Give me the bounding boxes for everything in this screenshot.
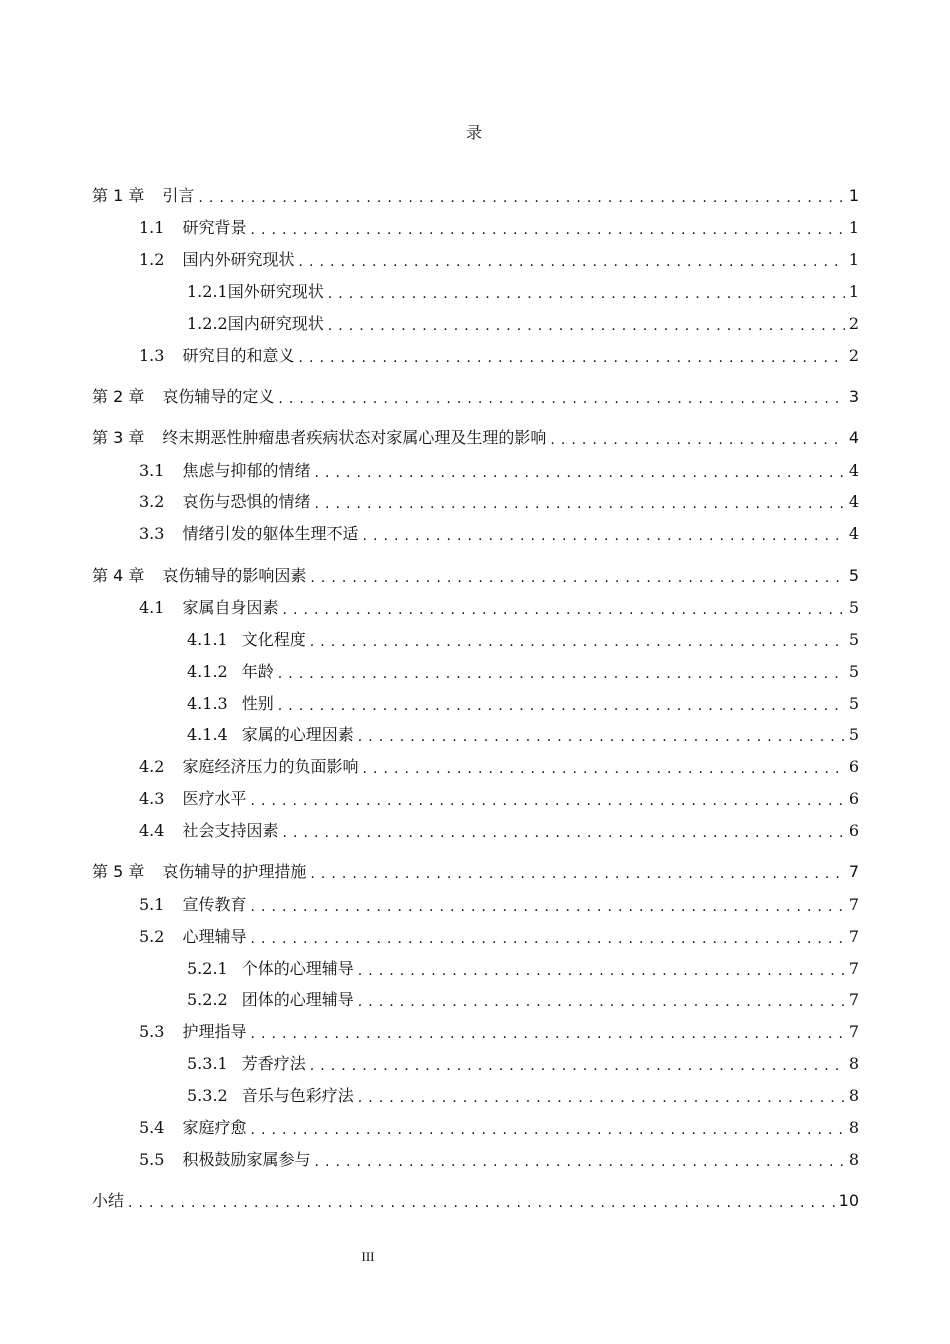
dot-leader — [250, 790, 844, 808]
dot-leader — [362, 525, 844, 543]
dot-leader — [310, 567, 844, 585]
toc-entry-label: 医疗水平 — [182, 789, 247, 808]
toc-entry-page-number: 1 — [848, 218, 859, 237]
toc-entry-label: 研究背景 — [182, 218, 247, 237]
toc-entry-number: 5.2.2 — [187, 990, 228, 1009]
toc-entry-page-number: 2 — [848, 314, 859, 333]
dot-leader — [128, 1192, 835, 1210]
toc-entry[interactable] — [187, 1051, 859, 1075]
dot-leader — [362, 758, 844, 776]
dot-leader — [310, 863, 844, 881]
toc-entry[interactable] — [139, 818, 859, 842]
dot-leader — [314, 462, 844, 480]
toc-entry-label: 年龄 — [241, 662, 274, 681]
toc-entry[interactable] — [139, 247, 859, 271]
toc-entry-number: 1.3 — [139, 346, 165, 365]
toc-entry-label: 研究目的和意义 — [182, 346, 295, 365]
toc-entry-label: 家庭经济压力的负面影响 — [182, 757, 359, 776]
dot-leader — [358, 1087, 845, 1105]
toc-entry-label: 国外研究现状 — [227, 282, 324, 301]
dot-leader — [314, 1151, 844, 1169]
toc-entry-number: 4.4 — [139, 821, 165, 840]
toc-entry[interactable] — [92, 1188, 859, 1212]
toc-entry-number: 1.2 — [139, 250, 165, 269]
toc-entry-label: 小结 — [92, 1191, 125, 1210]
toc-entry-number: 4.1.4 — [187, 725, 228, 744]
toc-entry[interactable] — [187, 659, 859, 683]
toc-entry[interactable] — [187, 722, 859, 746]
toc-entry[interactable] — [187, 987, 859, 1011]
toc-entry-page-number: 5 — [848, 662, 859, 681]
toc-entry-label: 芳香疗法 — [241, 1054, 306, 1073]
toc-entry-label: 哀伤辅导的影响因素 — [162, 566, 307, 585]
toc-entry[interactable] — [92, 563, 859, 587]
toc-entry-page-number: 6 — [848, 757, 859, 776]
dot-leader — [250, 896, 844, 914]
toc-entry-label: 哀伤辅导的护理措施 — [162, 862, 307, 881]
toc-entry-page-number: 5 — [848, 694, 859, 713]
toc-entry-page-number: 7 — [848, 927, 859, 946]
toc-entry-number: 1.2.1 — [187, 282, 228, 301]
toc-entry-label: 引言 — [162, 186, 195, 205]
toc-entry-page-number: 5 — [848, 566, 859, 585]
toc-entry[interactable] — [187, 627, 859, 651]
toc-entry-page-number: 7 — [848, 990, 859, 1009]
dot-leader — [358, 726, 845, 744]
toc-entry-number: 5.3.2 — [187, 1086, 228, 1105]
toc-entry-number: 4.1 — [139, 598, 165, 617]
dot-leader — [278, 695, 845, 713]
toc-entry-page-number: 4 — [848, 492, 859, 511]
toc-entry[interactable] — [92, 384, 859, 408]
toc-entry[interactable] — [187, 1083, 859, 1107]
toc-entry-page-number: 8 — [848, 1054, 859, 1073]
dot-leader — [298, 251, 844, 269]
toc-entry-label: 家属的心理因素 — [241, 725, 354, 744]
dot-leader — [250, 1023, 844, 1041]
toc-entry-label: 国内研究现状 — [227, 314, 324, 333]
toc-entry-number: 3.3 — [139, 524, 165, 543]
toc-entry[interactable] — [187, 956, 859, 980]
toc-entry-label: 护理指导 — [182, 1022, 247, 1041]
toc-entry-label: 哀伤与恐惧的情绪 — [182, 492, 311, 511]
dot-leader — [278, 663, 845, 681]
toc-entry[interactable] — [187, 279, 859, 303]
toc-entry-number: 5.4 — [139, 1118, 165, 1137]
toc-entry-label: 终末期恶性肿瘤患者疾病状态对家属心理及生理的影响 — [162, 428, 547, 447]
toc-entry-page-number: 1 — [848, 282, 859, 301]
toc-entry-page-number: 10 — [838, 1191, 859, 1210]
toc-entry-label: 家属自身因素 — [182, 598, 279, 617]
toc-entry[interactable] — [139, 1147, 859, 1171]
toc-entry-number: 4.1.3 — [187, 694, 228, 713]
toc-entry-page-number: 8 — [848, 1118, 859, 1137]
toc-entry[interactable] — [92, 859, 859, 883]
dot-leader — [298, 347, 844, 365]
toc-entry-page-number: 7 — [848, 862, 859, 881]
toc-entry[interactable] — [139, 1115, 859, 1139]
toc-entry[interactable] — [139, 892, 859, 916]
toc-entry-number: 第 1 章 — [92, 186, 145, 205]
toc-entry-label: 个体的心理辅导 — [241, 959, 354, 978]
toc-entry-page-number: 3 — [848, 387, 859, 406]
toc-entry[interactable] — [139, 786, 859, 810]
toc-entry-label: 情绪引发的躯体生理不适 — [182, 524, 359, 543]
toc-entry-page-number: 7 — [848, 1022, 859, 1041]
dot-leader — [358, 960, 845, 978]
toc-entry-page-number: 1 — [848, 186, 859, 205]
dot-leader — [314, 493, 844, 511]
toc-entry-number: 第 2 章 — [92, 387, 145, 406]
toc-entry-label: 音乐与色彩疗法 — [241, 1086, 354, 1105]
toc-entry-number: 4.2 — [139, 757, 165, 776]
toc-entry-number: 5.5 — [139, 1150, 165, 1169]
toc-entry[interactable] — [187, 311, 859, 335]
toc-entry-label: 焦虑与抑郁的情绪 — [182, 461, 311, 480]
toc-entry-page-number: 1 — [848, 250, 859, 269]
toc-entry-label: 团体的心理辅导 — [241, 990, 354, 1009]
toc-entry[interactable] — [139, 489, 859, 513]
toc-entry-number: 3.1 — [139, 461, 165, 480]
toc-entry[interactable] — [92, 183, 859, 207]
page-title: 录 — [465, 123, 484, 142]
toc-entry[interactable] — [139, 521, 859, 545]
toc-entry[interactable] — [139, 215, 859, 239]
toc-entry-page-number: 4 — [848, 428, 859, 447]
toc-entry-page-number: 8 — [848, 1086, 859, 1105]
dot-leader — [278, 388, 844, 406]
toc-entry-number: 第 3 章 — [92, 428, 145, 447]
toc-entry-number: 第 5 章 — [92, 862, 145, 881]
toc-entry[interactable] — [139, 924, 859, 948]
toc-entry-label: 积极鼓励家属参与 — [182, 1150, 311, 1169]
dot-leader — [310, 1055, 845, 1073]
toc-entry-number: 4.3 — [139, 789, 165, 808]
dot-leader — [550, 429, 844, 447]
toc-entry-number: 1.1 — [139, 218, 165, 237]
toc-entry-page-number: 6 — [848, 789, 859, 808]
toc-entry-label: 社会支持因素 — [182, 821, 279, 840]
toc-entry-page-number: 7 — [848, 959, 859, 978]
dot-leader — [250, 928, 844, 946]
toc-entry-number: 1.2.2 — [187, 314, 228, 333]
toc-entry[interactable] — [139, 343, 859, 367]
toc-entry-page-number: 2 — [848, 346, 859, 365]
dot-leader — [250, 219, 844, 237]
toc-entry[interactable] — [187, 691, 859, 715]
toc-entry-number: 5.2 — [139, 927, 165, 946]
toc-entry-label: 哀伤辅导的定义 — [162, 387, 275, 406]
toc-entry-page-number: 5 — [848, 598, 859, 617]
toc-entry[interactable] — [139, 1019, 859, 1043]
toc-entry-label: 性别 — [241, 694, 274, 713]
dot-leader — [282, 599, 844, 617]
dot-leader — [198, 187, 844, 205]
dot-leader — [282, 822, 844, 840]
toc-entry-label: 家庭疗愈 — [182, 1118, 247, 1137]
dot-leader — [328, 283, 845, 301]
toc-entry-page-number: 5 — [848, 630, 859, 649]
toc-entry[interactable] — [139, 458, 859, 482]
toc-entry-number: 5.3.1 — [187, 1054, 228, 1073]
page-number-footer: III — [361, 1249, 375, 1264]
toc-entry[interactable] — [139, 754, 859, 778]
toc-entry-number: 5.2.1 — [187, 959, 228, 978]
toc-entry-number: 第 4 章 — [92, 566, 145, 585]
dot-leader — [328, 315, 845, 333]
toc-entry-label: 心理辅导 — [182, 927, 247, 946]
toc-entry-page-number: 4 — [848, 461, 859, 480]
toc-entry-number: 4.1.1 — [187, 630, 228, 649]
toc-entry[interactable] — [139, 595, 859, 619]
toc-entry-label: 宣传教育 — [182, 895, 247, 914]
toc-entry-page-number: 6 — [848, 821, 859, 840]
toc-entry[interactable] — [92, 425, 859, 449]
toc-entry-page-number: 5 — [848, 725, 859, 744]
toc-entry-number: 5.3 — [139, 1022, 165, 1041]
toc-entry-label: 文化程度 — [241, 630, 306, 649]
dot-leader — [310, 631, 845, 649]
dot-leader — [358, 991, 845, 1009]
toc-entry-label: 国内外研究现状 — [182, 250, 295, 269]
toc-entry-number: 3.2 — [139, 492, 165, 511]
toc-entry-number: 4.1.2 — [187, 662, 228, 681]
toc-entry-number: 5.1 — [139, 895, 165, 914]
toc-entry-page-number: 8 — [848, 1150, 859, 1169]
toc-entry-page-number: 4 — [848, 524, 859, 543]
dot-leader — [250, 1119, 844, 1137]
toc-entry-page-number: 7 — [848, 895, 859, 914]
